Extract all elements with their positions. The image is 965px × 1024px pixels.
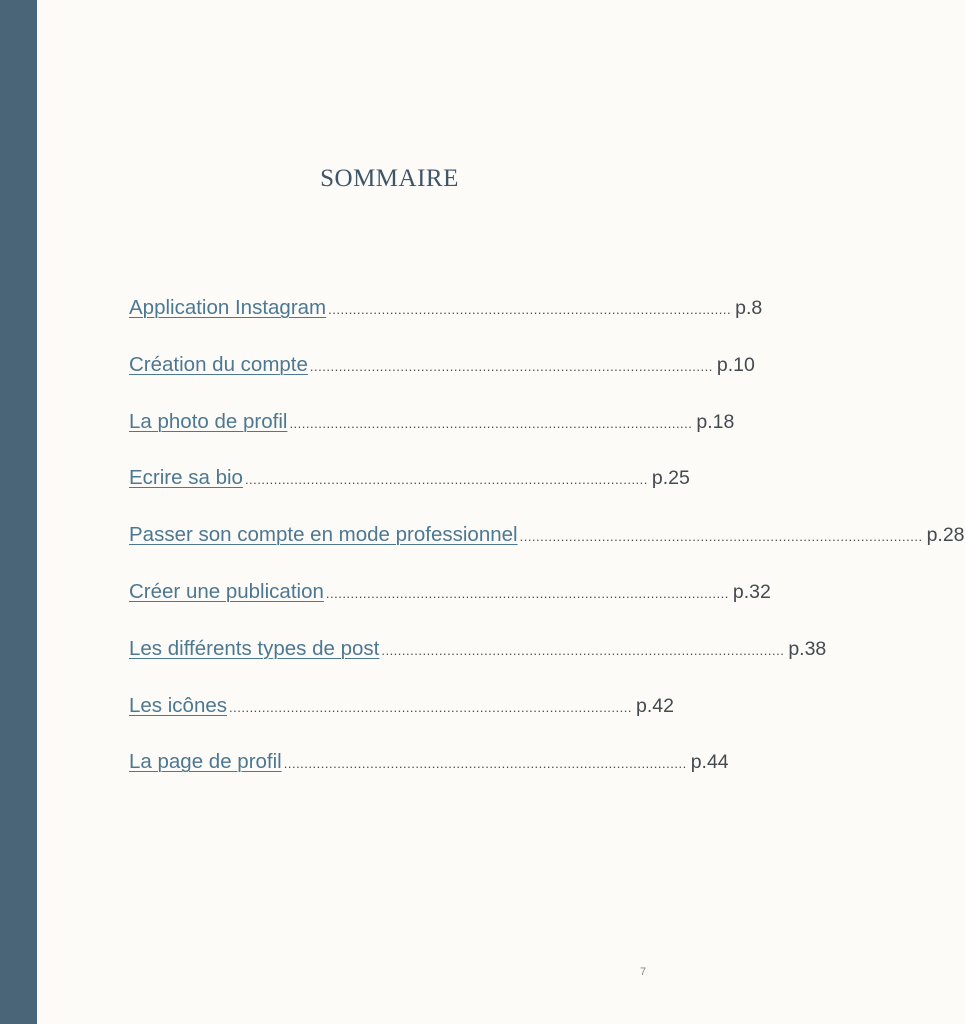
toc-page-number: p.25 — [651, 467, 690, 490]
toc-entry — [129, 635, 827, 692]
toc-leader-dots: .................................................................................................. — [289, 415, 693, 431]
toc-link-creation-du-compte[interactable]: Création du compte — [129, 352, 308, 376]
toc-link-les-icones[interactable]: Les icônes — [129, 693, 228, 717]
toc-entry — [129, 464, 690, 521]
page-title: SOMMAIRE — [320, 165, 459, 192]
toc-leader-dots: .................................................................................................. — [519, 529, 923, 545]
toc-page-number: p.28 — [926, 524, 965, 547]
toc-page-number: p.44 — [690, 751, 729, 774]
toc-entry — [129, 692, 674, 749]
toc-page-number: p.42 — [635, 694, 674, 717]
toc-link-la-photo-de-profil[interactable]: La photo de profil — [129, 409, 288, 433]
toc-link-mode-professionnel[interactable]: Passer son compte en mode professionnel — [129, 523, 518, 547]
toc-link-application-instagram[interactable]: Application Instagram — [129, 296, 327, 319]
toc-entry — [129, 351, 755, 408]
toc-entry — [129, 748, 729, 805]
toc-page-number: p.38 — [788, 637, 827, 660]
toc-link-la-page-de-profil[interactable]: La page de profil — [129, 750, 282, 774]
toc-leader-dots: .................................................................................................. — [244, 472, 648, 488]
toc-page-number: p.8 — [735, 297, 763, 319]
toc-entry — [129, 521, 965, 578]
toc-page-number: p.10 — [716, 353, 755, 376]
toc-entry — [129, 408, 735, 465]
toc-leader-dots: .................................................................................................. — [381, 642, 785, 658]
toc-leader-dots: .................................................................................................. — [229, 699, 632, 715]
toc-leader-dots: .................................................................................................. — [328, 302, 732, 317]
toc-leader-dots: .................................................................................................. — [325, 585, 729, 601]
toc-link-creer-une-publication[interactable]: Créer une publication — [129, 579, 324, 603]
page-number: 7 — [640, 966, 647, 978]
side-band — [0, 0, 37, 1024]
toc-link-ecrire-sa-bio[interactable]: Ecrire sa bio — [129, 466, 243, 490]
toc-entry — [129, 294, 763, 351]
toc-entry — [129, 578, 771, 635]
toc-page-number: p.18 — [696, 410, 735, 433]
toc-page-number: p.32 — [732, 580, 771, 603]
toc-leader-dots: .................................................................................................. — [309, 358, 713, 374]
table-of-contents — [129, 294, 965, 805]
toc-link-types-de-post[interactable]: Les différents types de post — [129, 636, 380, 660]
toc-leader-dots: .................................................................................................. — [283, 756, 687, 772]
